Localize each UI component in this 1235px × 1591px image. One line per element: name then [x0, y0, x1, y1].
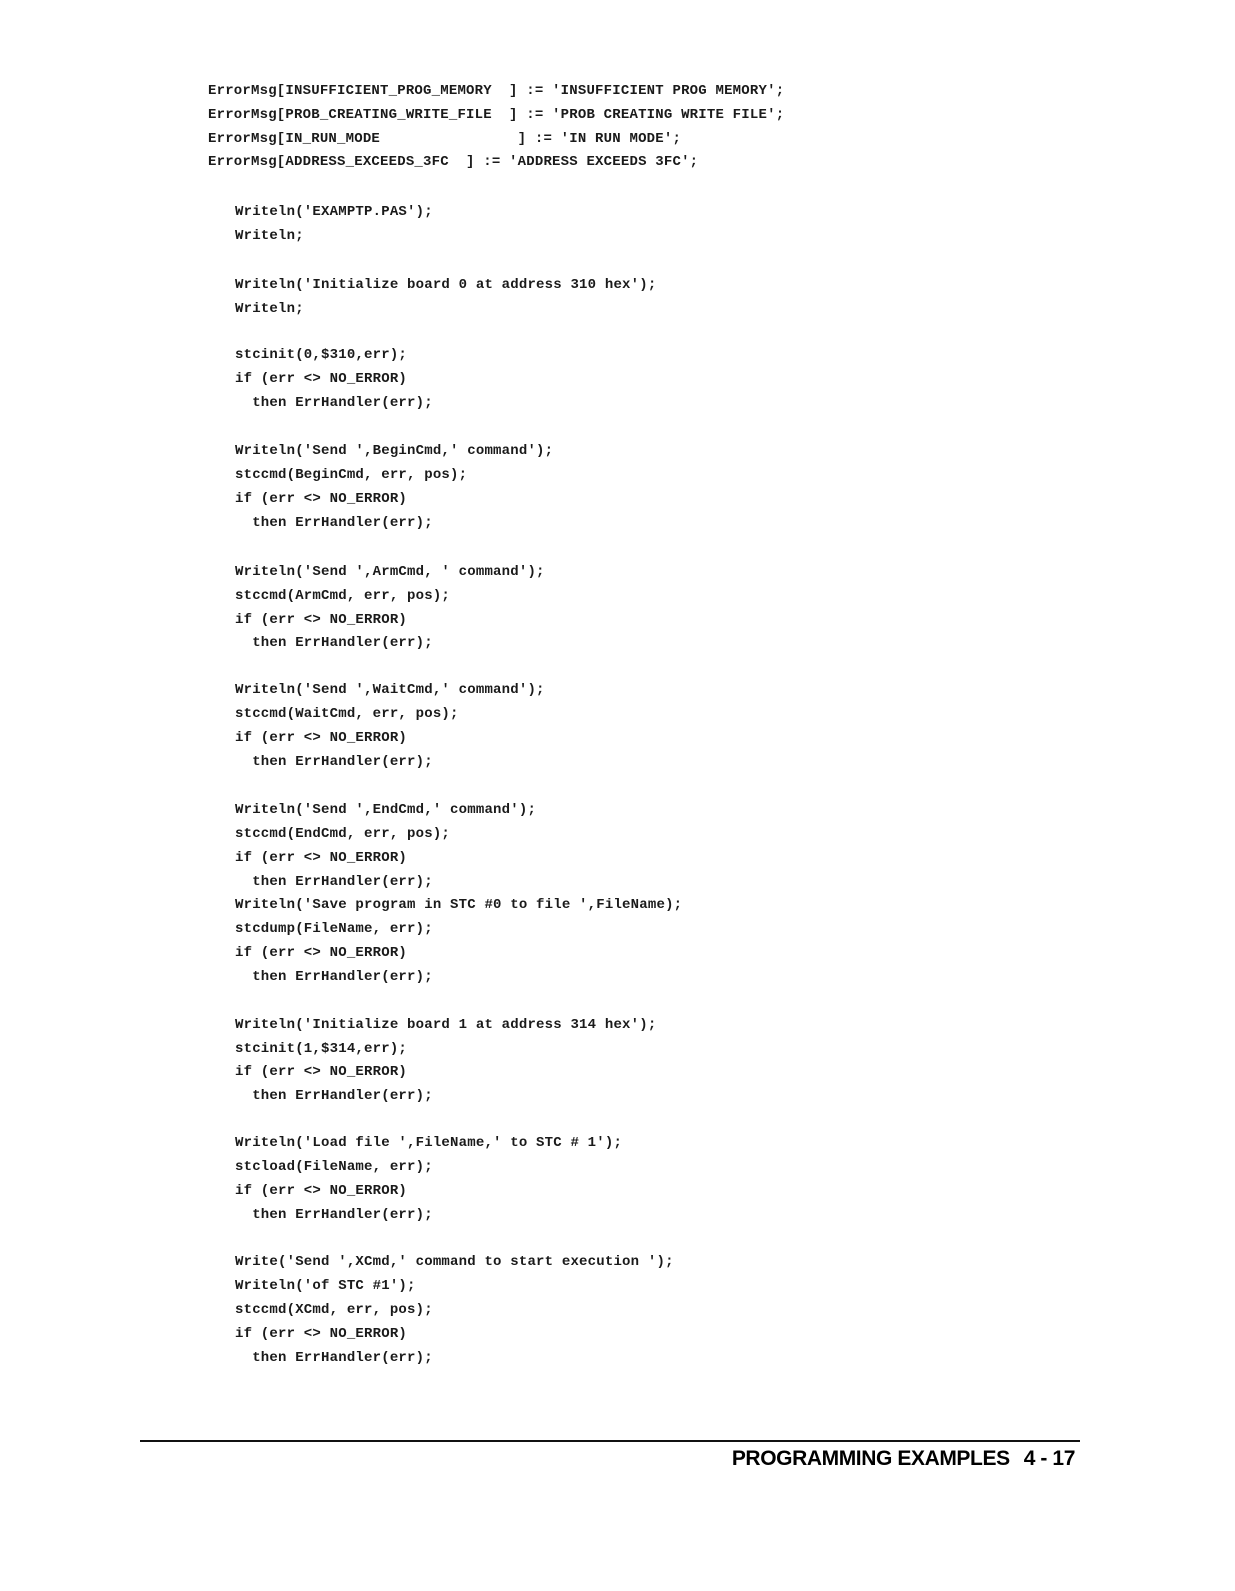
code-line: stccmd(BeginCmd, err, pos);	[235, 467, 468, 483]
code-line: Writeln('Send ',EndCmd,' command');	[235, 802, 537, 818]
code-line: then ErrHandler(err);	[235, 969, 433, 985]
code-line: Writeln('Send ',BeginCmd,' command');	[235, 443, 554, 459]
page-footer	[732, 1447, 1075, 1471]
code-line: if (err <> NO_ERROR)	[235, 850, 408, 866]
code-line: then ErrHandler(err);	[235, 754, 433, 770]
code-line: then ErrHandler(err);	[235, 1207, 433, 1223]
code-line: if (err <> NO_ERROR)	[235, 730, 408, 746]
page-number: 4 - 17	[1023, 1447, 1075, 1470]
code-line: Writeln('Send ',WaitCmd,' command');	[235, 682, 545, 698]
code-line: stccmd(WaitCmd, err, pos);	[235, 706, 459, 722]
code-line: ErrorMsg[IN_RUN_MODE ] := 'IN RUN MODE';	[208, 131, 682, 147]
footer-section-title: PROGRAMMING EXAMPLES	[731, 1447, 1010, 1470]
code-line: ErrorMsg[INSUFFICIENT_PROG_MEMORY ] := 'INSUFFICIENT PROG MEMORY';	[208, 83, 785, 99]
code-line: Writeln('Load file ',FileName,' to STC # 1');	[235, 1135, 623, 1151]
footer-rule	[140, 1440, 1080, 1442]
code-line: stcdump(FileName, err);	[235, 921, 433, 937]
code-line: Writeln('Send ',ArmCmd, ' command');	[235, 564, 545, 580]
code-line: if (err <> NO_ERROR)	[235, 371, 408, 387]
code-line: ErrorMsg[PROB_CREATING_WRITE_FILE ] := 'PROB CREATING WRITE FILE';	[208, 107, 785, 123]
code-line: if (err <> NO_ERROR)	[235, 1326, 408, 1342]
code-line: then ErrHandler(err);	[235, 515, 433, 531]
code-line: if (err <> NO_ERROR)	[235, 1183, 408, 1199]
code-line: then ErrHandler(err);	[235, 635, 433, 651]
code-line: stcload(FileName, err);	[235, 1159, 433, 1175]
code-line: if (err <> NO_ERROR)	[235, 612, 408, 628]
code-line: if (err <> NO_ERROR)	[235, 1064, 408, 1080]
code-line: if (err <> NO_ERROR)	[235, 945, 408, 961]
code-line: stccmd(EndCmd, err, pos);	[235, 826, 451, 842]
code-line: then ErrHandler(err);	[235, 874, 433, 890]
code-line: then ErrHandler(err);	[235, 395, 433, 411]
code-line: then ErrHandler(err);	[235, 1350, 433, 1366]
code-line: stcinit(1,$314,err);	[235, 1041, 408, 1057]
code-line: Writeln('of STC #1');	[235, 1278, 416, 1294]
code-line: Writeln;	[235, 228, 304, 244]
code-line: Writeln;	[235, 301, 304, 317]
code-line: Writeln('EXAMPTP.PAS');	[235, 204, 433, 220]
code-line: then ErrHandler(err);	[235, 1088, 433, 1104]
code-line: stccmd(ArmCmd, err, pos);	[235, 588, 451, 604]
code-line: Writeln('Initialize board 0 at address 310 hex');	[235, 277, 657, 293]
code-line: stcinit(0,$310,err);	[235, 347, 408, 363]
code-line: Writeln('Initialize board 1 at address 314 hex');	[235, 1017, 657, 1033]
code-line: stccmd(XCmd, err, pos);	[235, 1302, 433, 1318]
code-line: ErrorMsg[ADDRESS_EXCEEDS_3FC ] := 'ADDRESS EXCEEDS 3FC';	[208, 154, 699, 170]
code-line: Writeln('Save program in STC #0 to file ',FileName);	[235, 897, 683, 913]
code-line: if (err <> NO_ERROR)	[235, 491, 408, 507]
code-line: Write('Send ',XCmd,' command to start execution ');	[235, 1254, 674, 1270]
